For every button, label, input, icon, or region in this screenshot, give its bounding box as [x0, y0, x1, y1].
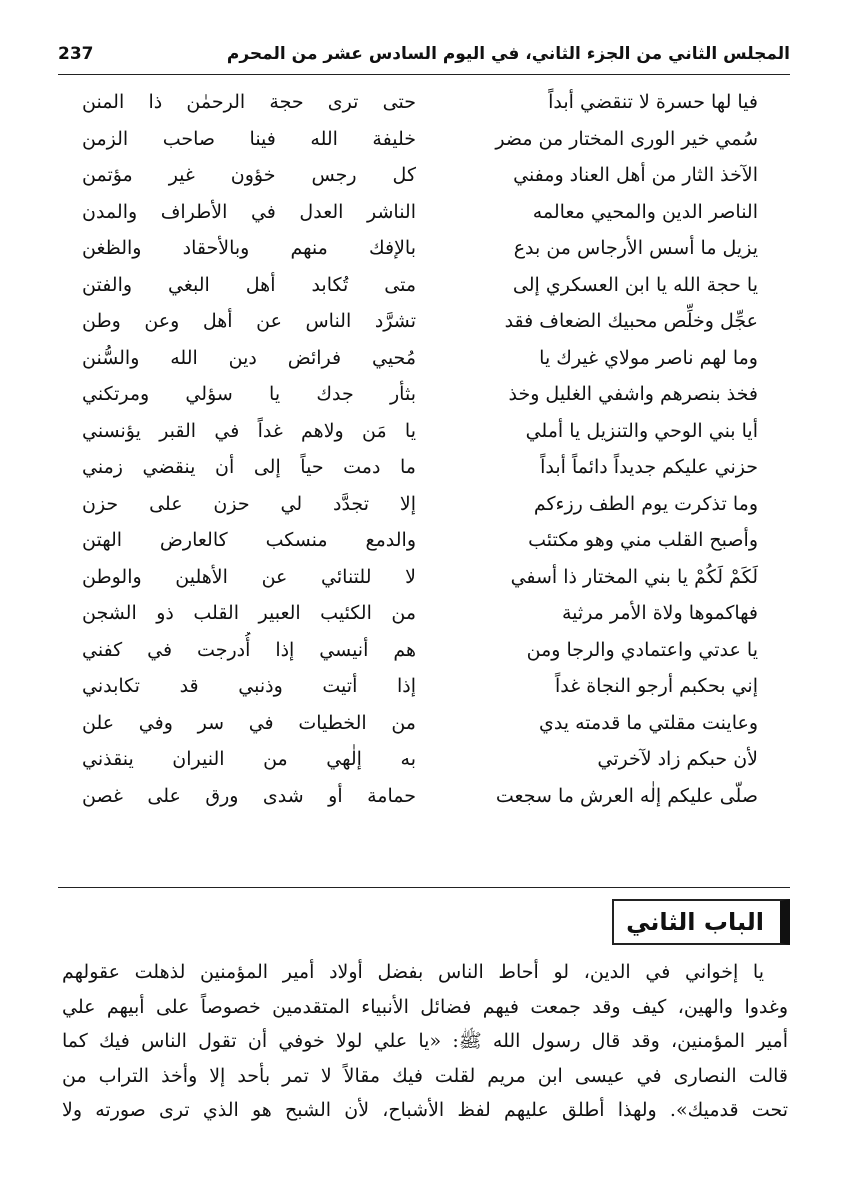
- poem-second-hemistichs: [82, 84, 416, 814]
- verse-first-hemistich: يا حجة الله يا ابن العسكري إلى: [512, 273, 758, 296]
- verse-first-hemistich: يا عدتي واعتمادي والرجا ومن: [526, 638, 758, 661]
- verse-first-hemistich: فخذ بنصرهم واشفي الغليل وخذ: [508, 383, 758, 405]
- prose-paragraph: [62, 955, 788, 1128]
- verse-first-hemistich: وما لهم ناصر مولاي غيرك يا: [539, 346, 758, 369]
- verse-first-hemistich: صلّى عليكم إلٰه العرش ما سجعت: [495, 784, 758, 807]
- running-header: [58, 36, 790, 74]
- verse-second-hemistich: بالإفك منهم وبالأحقاد والظغن: [82, 237, 416, 259]
- running-header-title: المجلس الثاني من الجزء الثاني، في اليوم السادس عشر من المحرم: [226, 44, 790, 64]
- verse-second-hemistich: من الخطيات في سر وفي علن: [82, 711, 416, 734]
- prose-line: قالت النصارى في عيسى ابن مريم لقلت فيك مقالاً لا تمر بأحد إلا وأخذ التراب من: [62, 1064, 788, 1087]
- verse-second-hemistich: حتى ترى حجة الرحمٰن ذا المنن: [82, 91, 416, 113]
- verse-first-hemistich: وأصبح القلب مني وهو مكتئب: [528, 529, 758, 551]
- verse-second-hemistich: والدمع منسكب كالعارض الهتن: [82, 529, 416, 551]
- poem-first-hemistichs: [438, 84, 758, 814]
- verse-first-hemistich: لَكَمْ لَكُمْ يا بني المختار ذا أسفي: [510, 565, 758, 588]
- verse-second-hemistich: الناشر العدل في الأطراف والمدن: [82, 200, 416, 223]
- verse-first-hemistich: إني بحكبم أرجو النجاة غداً: [555, 675, 758, 697]
- verse-first-hemistich: أيا بني الوحي والتنزيل يا أملي: [525, 419, 758, 442]
- verse-second-hemistich: لا للتنائي عن الأهلين والوطن: [82, 565, 416, 588]
- header-divider: [58, 74, 790, 75]
- verse-first-hemistich: سُمي خير الورى المختار من مضر: [495, 127, 758, 150]
- verse-first-hemistich: وما تذكرت يوم الطف رزءكم: [533, 492, 758, 515]
- verse-first-hemistich: فهاكموها ولاة الأمر مرثية: [561, 602, 758, 624]
- prose-line: يا إخواني في الدين، لو أحاط الناس بفضل أولاد أمير المؤمنين لذهلت عقولهم: [62, 961, 764, 983]
- verse-first-hemistich: الناصر الدين والمحيي معالمه: [532, 200, 758, 223]
- verse-second-hemistich: بثأر جدك يا سؤلي ومرتكني: [82, 383, 416, 405]
- verse-first-hemistich: عجِّل وخلِّص محبيك الضعاف فقد: [504, 310, 758, 332]
- verse-second-hemistich: هم أنيسي إذا أُدرجت في كفني: [82, 638, 416, 661]
- chapter-title: الباب الثاني: [626, 908, 764, 936]
- verse-second-hemistich: خليفة الله فينا صاحب الزمن: [82, 127, 416, 150]
- verse-second-hemistich: تشرَّد الناس عن أهل وعن وطن: [82, 310, 416, 332]
- verse-second-hemistich: من الكئيب العبير القلب ذو الشجن: [82, 602, 416, 624]
- prose-line: أمير المؤمنين، وقد قال رسول الله ﷺ: «يا علي لولا خوفي أن تقول الناس فيك كما: [62, 1030, 788, 1052]
- verse-second-hemistich: يا مَن ولاهم غداً في القبر يؤنسني: [82, 419, 416, 442]
- verse-second-hemistich: به إلٰهي من النيران ينقذني: [82, 748, 416, 770]
- verse-first-hemistich: فيا لها حسرة لا تنقضي أبداً: [548, 91, 758, 113]
- poem-divider: [58, 887, 790, 888]
- verse-second-hemistich: إذا أتيت وذنبي قد تكابدني: [82, 675, 416, 697]
- verse-first-hemistich: حزني عليكم جديداً دائماً أبداً: [540, 456, 758, 478]
- verse-first-hemistich: وعاينت مقلتي ما قدمته يدي: [538, 711, 758, 734]
- prose-line: وغدوا والهين، كيف وقد جمعت فيهم فضائل الأنبياء المتقدمين خصوصاً على أبيهم علي: [62, 995, 788, 1018]
- verse-second-hemistich: متى تُكابد أهل البغي والفتن: [82, 273, 416, 296]
- verse-second-hemistich: إلا تجدَّد لي حزن على حزن: [82, 492, 416, 515]
- verse-second-hemistich: مُحيي فرائض دين الله والسُّنن: [82, 346, 416, 369]
- chapter-heading: [612, 899, 790, 945]
- verse-first-hemistich: يزيل ما أسس الأرجاس من بدع: [513, 237, 758, 259]
- verse-second-hemistich: حمامة أو شدى ورق على غصن: [82, 784, 416, 807]
- verse-second-hemistich: كل رجس خؤون غير مؤتمن: [82, 164, 416, 186]
- prose-line: تحت قدميك». ولهذا أطلق عليهم لفظ الأشباح، لأن الشبح هو الذي ترى صورته ولا: [62, 1099, 788, 1121]
- page-number: 237: [58, 44, 94, 64]
- verse-first-hemistich: لأن حبكم زاد لآخرتي: [597, 748, 758, 770]
- verse-first-hemistich: الآخذ الثار من أهل العناد ومفني: [513, 164, 758, 186]
- verse-second-hemistich: ما دمت حياً إلى أن ينقضي زمني: [82, 456, 416, 478]
